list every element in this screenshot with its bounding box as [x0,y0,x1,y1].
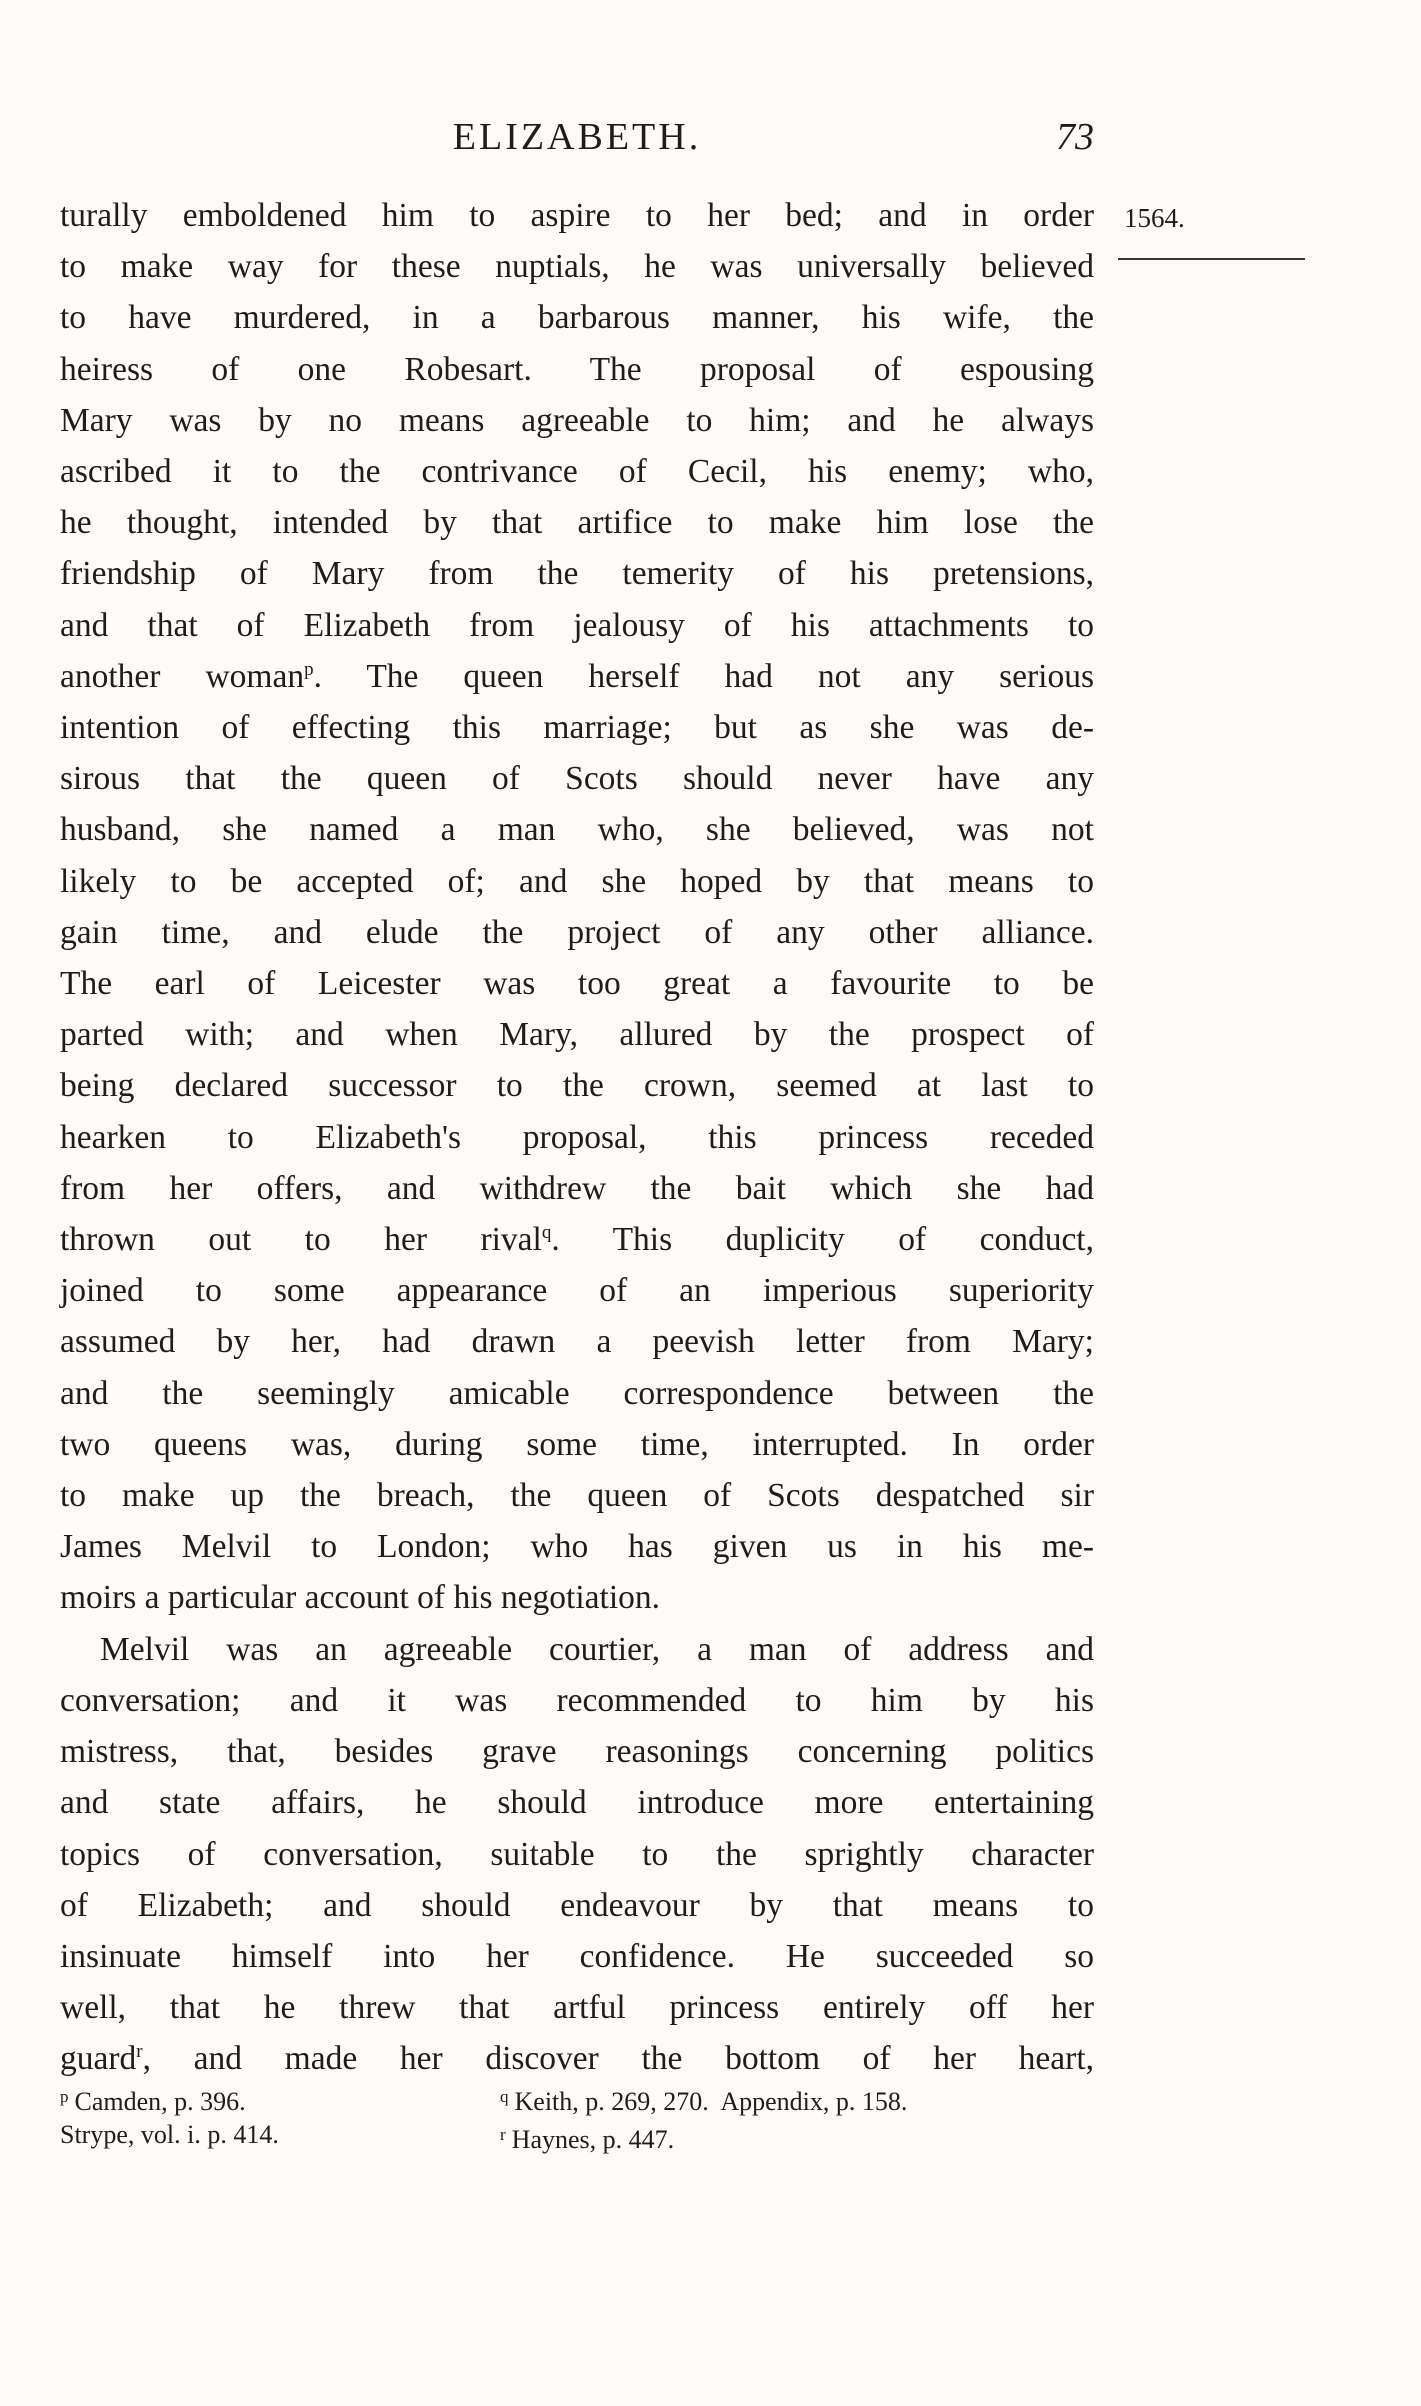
running-title: ELIZABETH. [452,116,702,158]
text-fragment: another woman [60,657,305,695]
text-line: and that of Elizabeth from jealousy of his attachments to [60,606,1094,644]
text-line: assumed by her, had drawn a peevish letter from Mary; [60,1323,1094,1361]
text-line: topics of conversation, suitable to the sprightly character [60,1835,1094,1873]
text-line: heiress of one Robesart. The proposal of espousing [60,350,1094,388]
text-line: parted with; and when Mary, allured by the prospect of [60,1016,1094,1054]
text-fragment: , and made her discover the bottom of her heart, [142,2040,1094,2078]
text-line: intention of effecting this marriage; but as she was de- [60,709,1094,747]
running-head [60,112,1094,162]
text-line: to make up the breach, the queen of Scots despatched sir [60,1477,1094,1515]
footnote-marker: p [60,2087,69,2106]
text-line: and the seemingly amicable correspondence between the [60,1374,1094,1412]
text-line: Mary was by no means agreeable to him; and he always [60,401,1094,439]
text-line: and state affairs, he should introduce more entertaining [60,1784,1094,1822]
footnote-reference-p[interactable]: p [304,658,314,680]
text-fragment: thrown out to her rival [60,1221,542,1259]
footnote-text: Camden, p. 396. [74,2087,246,2116]
body-text [60,190,1094,2085]
text-line [60,651,1094,702]
page-number: 73 [1056,116,1094,158]
text-line: two queens was, during some time, interrupted. In order [60,1425,1094,1463]
text-line: husband, she named a man who, she believed, was not [60,811,1094,849]
footnote-q [500,2080,907,2118]
text-line: to have murdered, in a barbarous manner, his wife, the [60,299,1094,337]
footnote-text: Haynes, p. 447. [511,2125,675,2154]
text-line: of Elizabeth; and should endeavour by that means to [60,1886,1094,1924]
text-line: insinuate himself into her confidence. He succeeded so [60,1937,1094,1975]
footnote-marker: q [500,2087,509,2106]
text-line: well, that he threw that artful princess entirely off her [60,1989,1094,2027]
footnote-marker: r [500,2125,506,2144]
text-line: Melvil was an agreeable courtier, a man of address and [100,1630,1094,1668]
text-line [60,2033,1094,2084]
text-line: being declared successor to the crown, seemed at last to [60,1067,1094,1105]
margin-year: 1564. [1124,203,1185,233]
text-line: gain time, and elude the project of any other alliance. [60,913,1094,951]
text-line: likely to be accepted of; and she hoped by that means to [60,862,1094,900]
margin-rule [1118,258,1305,260]
text-line: mistress, that, besides grave reasonings concerning politics [60,1733,1094,1771]
text-line: he thought, intended by that artifice to make him lose the [60,504,1094,542]
text-line: joined to some appearance of an imperious superiority [60,1272,1094,1310]
footnote-reference-q[interactable]: q [541,1222,552,1244]
text-line: sirous that the queen of Scots should never have any [60,760,1094,798]
footnote-p [60,2080,279,2118]
text-line: conversation; and it was recommended to him by his [60,1681,1094,1719]
footnote-column-right [500,2080,907,2156]
text-line: James Melvil to London; who has given us in his me- [60,1528,1094,1566]
footnote-reference-r[interactable]: r [136,2041,143,2063]
text-line [60,1214,1094,1265]
text-fragment: guard [60,2040,137,2078]
text-line: moirs a particular account of his negotiation. [60,1579,661,1617]
footnote-r [500,2118,907,2156]
text-line: turally emboldened him to aspire to her bed; and in order [60,197,1094,234]
text-line: from her offers, and withdrew the bait which she had [60,1169,1094,1207]
text-line: hearken to Elizabeth's proposal, this princess receded [60,1118,1094,1156]
text-line: to make way for these nuptials, he was universally believed [60,248,1094,286]
footnote-column-left [60,2080,279,2151]
text-fragment: . The queen herself had not any serious [313,657,1094,695]
text-line: The earl of Leicester was too great a favourite to be [60,965,1094,1003]
text-line: friendship of Mary from the temerity of his pretensions, [60,555,1094,593]
footnote-p-continued: Strype, vol. i. p. 414. [60,2120,279,2149]
footnote-text: Keith, p. 269, 270. Appendix, p. 158. [514,2087,908,2116]
text-line: ascribed it to the contrivance of Cecil, his enemy; who, [60,453,1094,491]
text-fragment: . This duplicity of conduct, [551,1221,1094,1259]
